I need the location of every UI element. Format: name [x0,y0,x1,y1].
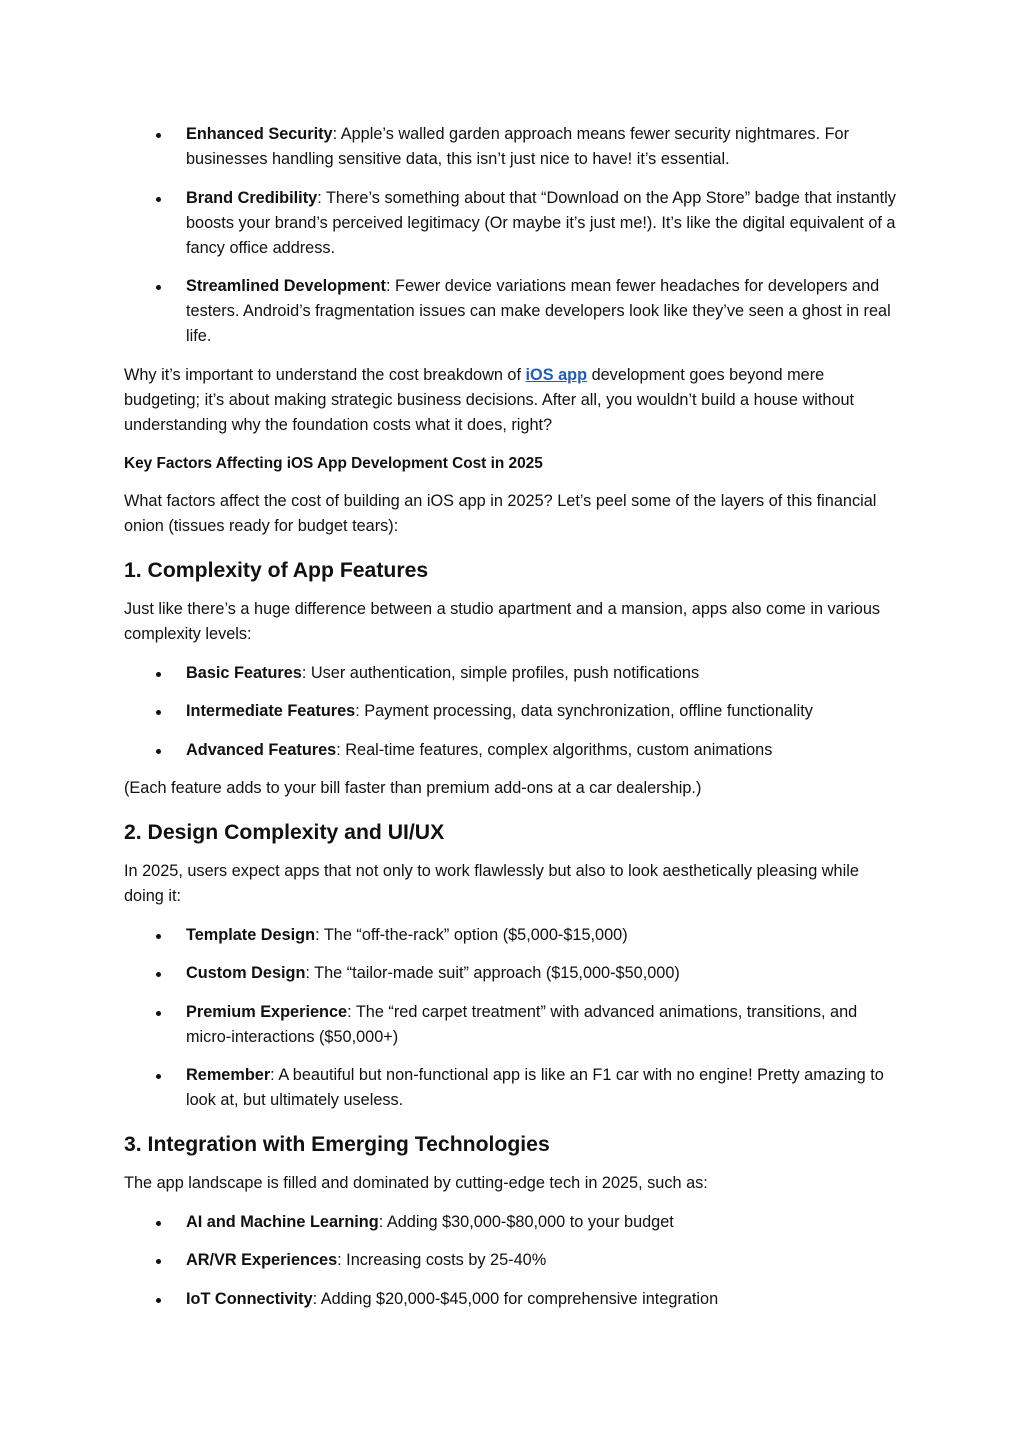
bullet-icon [156,1011,161,1016]
item-desc: : Adding $20,000-$45,000 for comprehensive integration [312,1289,719,1308]
item-term: Advanced Features [186,740,337,759]
section-heading: 1. Complexity of App Features [124,559,429,582]
item-term: Template Design [186,925,316,944]
bullet-icon [156,1074,161,1079]
tech-list [124,1210,902,1312]
intro-text-before: Why it’s important to understand the cost breakdown of [124,365,526,384]
features-list [124,661,902,763]
item-desc: : The “tailor-made suit” approach ($15,000-$50,000) [305,964,680,982]
list-item [124,738,902,763]
item-desc: : There’s something about that “Download on the App Store” badge that instantly boosts your brand’s perceived legitimacy (Or maybe it’s just me!). It’s like the digital equivalent of a fancy office address. [186,188,896,257]
item-desc: : Payment processing, data synchronization, offline functionality [355,702,813,720]
section-intro: In 2025, users expect apps that not only to work flawlessly but also to look aesthetically pleasing while doing it: [124,862,859,905]
item-desc: : A beautiful but non-functional app is like an F1 car with no engine! Pretty amazing to look at, but ultimately useless. [186,1066,884,1109]
list-item [124,699,902,724]
list-item [124,1287,902,1312]
bullet-icon [156,672,161,677]
item-desc: : User authentication, simple profiles, push notifications [301,663,700,682]
item-term: Basic Features [186,663,302,682]
item-desc: : Apple’s walled garden approach means fewer security nightmares. For businesses handling sensitive data, this isn’t just nice to have! it’s essential. [186,125,850,168]
list-item [124,1063,902,1113]
design-list [124,923,902,1114]
ios-app-link[interactable]: iOS app [525,365,588,384]
bullet-icon [156,285,161,290]
list-item [124,274,902,349]
item-term: Streamlined Development [186,277,386,295]
item-term: Remember [186,1066,271,1084]
list-item [124,122,902,172]
section-intro: The app landscape is filled and dominated by cutting-edge tech in 2025, such as: [124,1174,708,1192]
item-desc: : Adding $30,000-$80,000 to your budget [378,1212,674,1231]
item-desc: : Fewer device variations mean fewer headaches for developers and testers. Android’s fragmentation issues can make developers look like they’ve seen a ghost in real life. [186,277,891,345]
item-term: Intermediate Features [186,702,356,720]
item-desc: : Real-time features, complex algorithms, custom animations [336,740,773,759]
intro-paragraph [124,363,902,438]
bullet-icon [156,1298,161,1303]
section-heading: 3. Integration with Emerging Technologies [124,1133,550,1156]
bullet-icon [156,749,161,754]
item-term: AR/VR Experiences [186,1251,338,1269]
document-page [124,122,902,1325]
section-intro: Just like there’s a huge difference between a studio apartment and a mansion, apps also come in various complexity levels: [124,600,881,643]
bullet-icon [156,197,161,202]
bullet-icon [156,934,161,939]
bullet-icon [156,1221,161,1226]
item-term: Premium Experience [186,1002,348,1021]
section-note: (Each feature adds to your bill faster than premium add-ons at a car dealership.) [124,779,702,797]
list-item [124,961,902,986]
item-term: Custom Design [186,964,306,982]
list-item [124,1210,902,1235]
item-term: Brand Credibility [186,188,318,207]
bullet-icon [156,710,161,715]
item-term: IoT Connectivity [186,1289,313,1308]
item-term: Enhanced Security [186,125,333,143]
item-desc: : The “red carpet treatment” with advanced animations, transitions, and micro-interactions ($50,000+) [186,1002,858,1046]
list-item [124,1000,902,1050]
item-desc: : Increasing costs by 25-40% [337,1251,547,1269]
item-desc: : The “off-the-rack” option ($5,000-$15,000) [315,925,628,944]
list-item [124,661,902,686]
list-item [124,186,902,261]
bullet-icon [156,1259,161,1264]
key-factors-paragraph: What factors affect the cost of building an iOS app in 2025? Let’s peel some of the layers of this financial onion (tissues ready for budget tears): [124,492,877,535]
list-item [124,1248,902,1273]
bullet-icon [156,972,161,977]
section-heading: 2. Design Complexity and UI/UX [124,821,445,844]
bullet-icon [156,133,161,138]
benefits-list [124,122,902,349]
intro-text-after: development goes beyond mere budgeting; it’s about making strategic business decisions. After all, you wouldn’t build a house without understanding why the foundation costs what it does, right? [124,365,855,434]
key-factors-heading: Key Factors Affecting iOS App Development Cost in 2025 [124,455,543,472]
item-term: AI and Machine Learning [186,1212,379,1231]
list-item [124,923,902,948]
